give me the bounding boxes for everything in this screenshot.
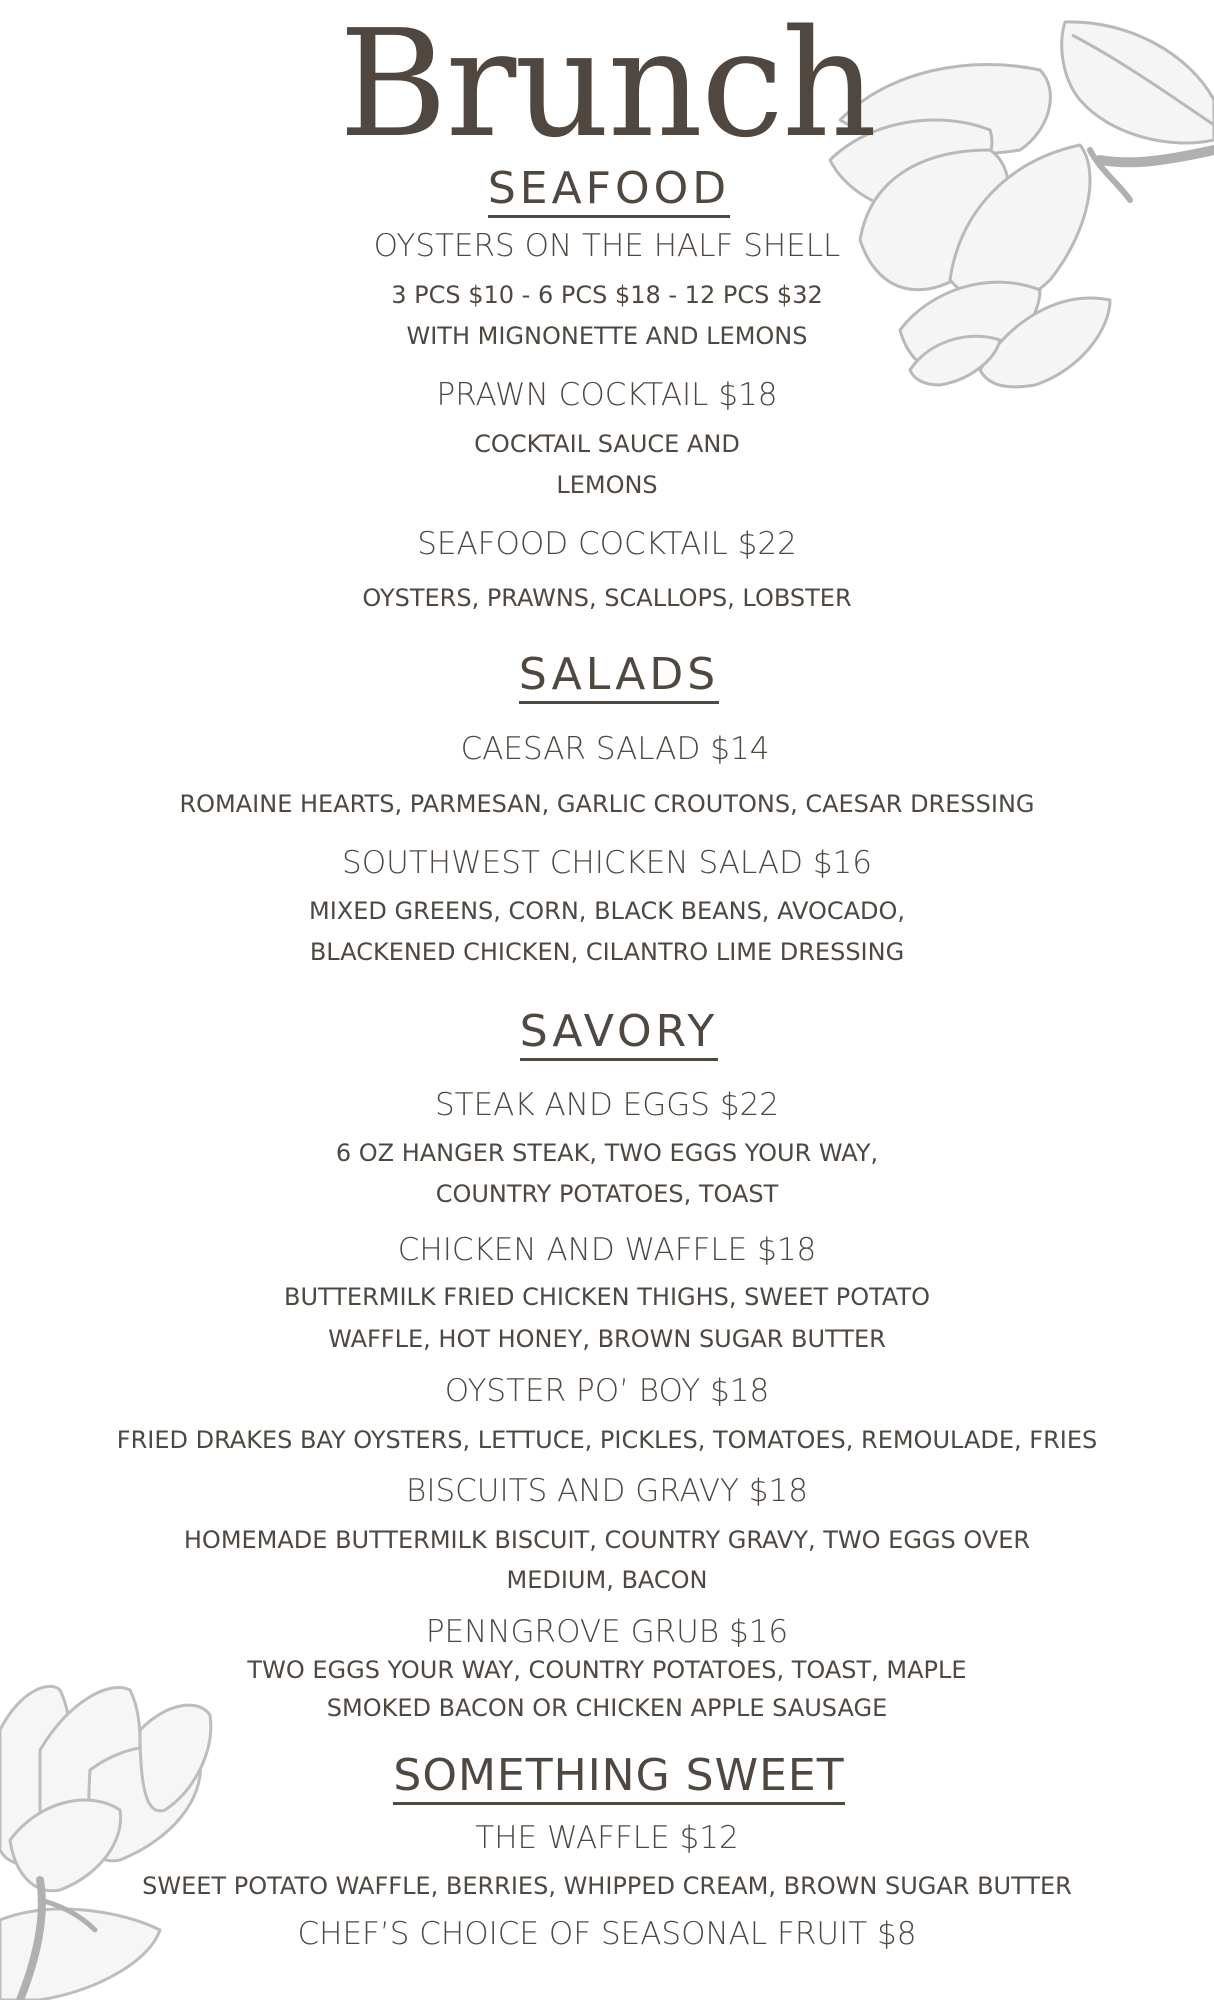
menu-item-description: SWEET POTATO WAFFLE, BERRIES, WHIPPED CREAM, BROWN SUGAR BUTTER <box>142 1872 1072 1900</box>
menu-item-description: OYSTERS, PRAWNS, SCALLOPS, LOBSTER <box>362 584 852 612</box>
menu-item-name: PRAWN COCKTAIL $18 <box>436 377 778 413</box>
menu-item-name: CHICKEN AND WAFFLE $18 <box>397 1232 817 1268</box>
menu-item-description: WITH MIGNONETTE AND LEMONS <box>406 322 808 350</box>
menu-item-name: STEAK AND EGGS $22 <box>434 1087 780 1123</box>
menu-item-description: FRIED DRAKES BAY OYSTERS, LETTUCE, PICKLES, TOMATOES, REMOULADE, FRIES <box>116 1426 1098 1454</box>
menu-item-description: 6 OZ HANGER STEAK, TWO EGGS YOUR WAY, <box>335 1139 879 1167</box>
menu-item-name: CHEF’S CHOICE OF SEASONAL FRUIT $8 <box>297 1916 917 1952</box>
menu-item-description: MIXED GREENS, CORN, BLACK BEANS, AVOCADO, <box>308 897 906 925</box>
page-title: Brunch <box>338 0 876 170</box>
menu-item-description: SMOKED BACON OR CHICKEN APPLE SAUSAGE <box>326 1694 888 1722</box>
menu-item-description: TWO EGGS YOUR WAY, COUNTRY POTATOES, TOAST, MAPLE <box>247 1656 967 1684</box>
menu-item-description: COUNTRY POTATOES, TOAST <box>435 1180 779 1208</box>
menu-item-name: PENNGROVE GRUB $16 <box>425 1614 789 1650</box>
menu-item-name: OYSTERS ON THE HALF SHELL <box>373 228 841 264</box>
menu-item-description: ROMAINE HEARTS, PARMESAN, GARLIC CROUTONS, CAESAR DRESSING <box>179 790 1035 818</box>
menu-item-name: BISCUITS AND GRAVY $18 <box>406 1473 808 1509</box>
menu-item-description: WAFFLE, HOT HONEY, BROWN SUGAR BUTTER <box>328 1325 886 1353</box>
menu-item-description: 3 PCS $10 - 6 PCS $18 - 12 PCS $32 <box>391 281 823 309</box>
section-heading-salads: SALADS <box>12 648 1214 702</box>
menu-item-description: COCKTAIL SAUCE AND <box>474 430 740 458</box>
menu-item-description: BUTTERMILK FRIED CHICKEN THIGHS, SWEET POTATO <box>283 1283 931 1311</box>
menu-item-description: BLACKENED CHICKEN, CILANTRO LIME DRESSING <box>309 938 905 966</box>
section-heading-something-sweet: SOMETHING SWEET <box>12 1749 1214 1803</box>
menu-item-description: LEMONS <box>556 471 658 499</box>
menu-item-description: MEDIUM, BACON <box>506 1566 708 1594</box>
section-heading-savory: SAVORY <box>12 1005 1214 1059</box>
menu-item-name: THE WAFFLE $12 <box>475 1820 739 1856</box>
menu-item-name: OYSTER PO’ BOY $18 <box>444 1373 770 1409</box>
menu-item-description: HOMEMADE BUTTERMILK BISCUIT, COUNTRY GRAVY, TWO EGGS OVER <box>183 1526 1031 1554</box>
section-heading-seafood: SEAFOOD <box>2 162 1214 216</box>
menu-item-name: CAESAR SALAD $14 <box>460 731 770 767</box>
menu-item-name: SEAFOOD COCKTAIL $22 <box>417 526 797 562</box>
menu-item-name: SOUTHWEST CHICKEN SALAD $16 <box>342 845 872 881</box>
